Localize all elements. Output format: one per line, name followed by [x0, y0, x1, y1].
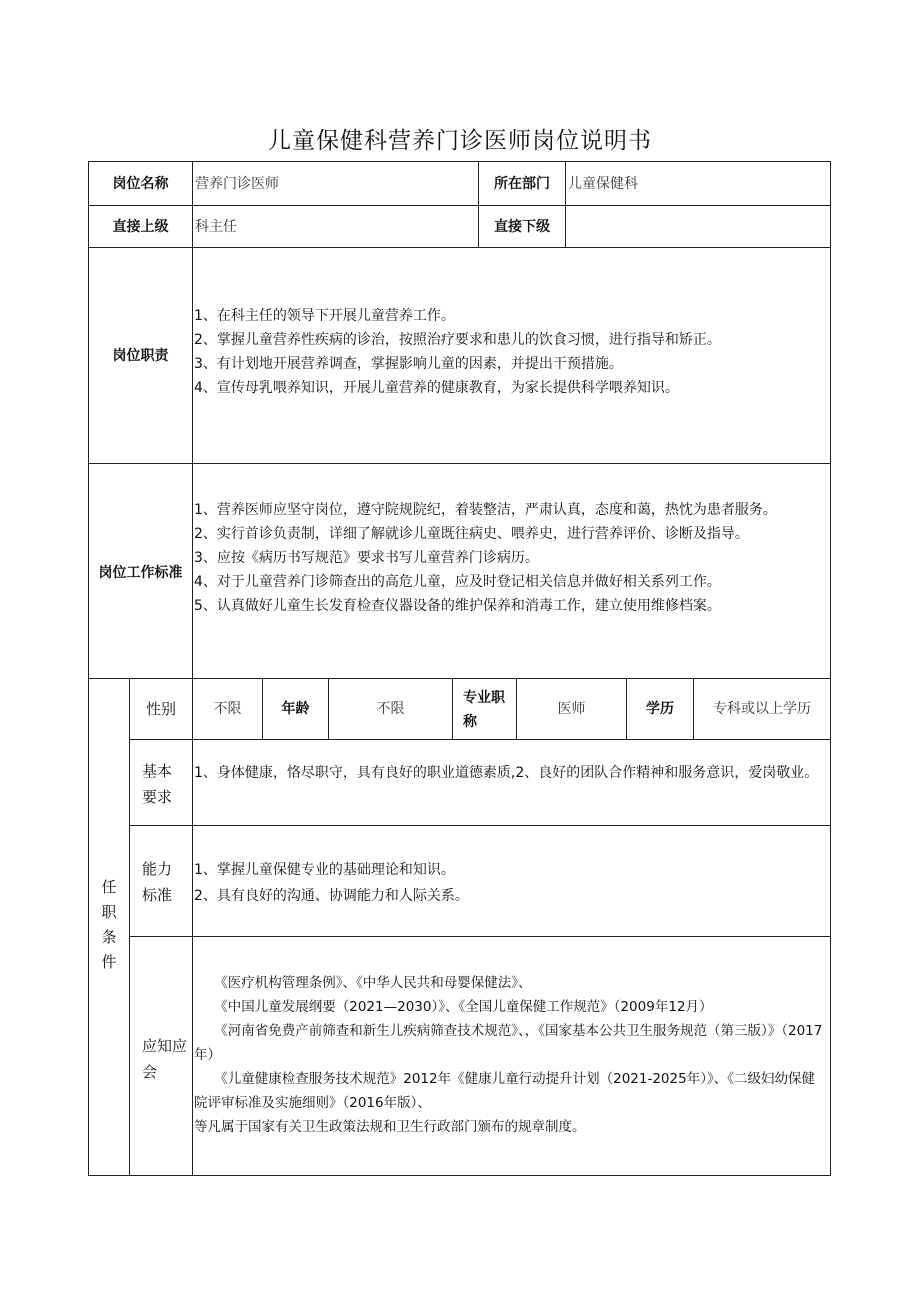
list-item: 4、宣传母乳喂养知识，开展儿童营养的健康教育，为家长提供科学喂养知识。	[194, 380, 679, 396]
position-name-value: 营养门诊医师	[195, 176, 279, 192]
education-value: 专科或以上学历	[713, 701, 811, 717]
list-item: 《儿童健康检查服务技术规范》2012年《健康儿童行动提升计划（2021-2025年）》、《二级妇幼保健院评审标准及实施细则》（2016年版）、	[194, 1071, 815, 1111]
ability-standards-label: 能力 标准	[142, 860, 173, 904]
basic-requirements-text: 1、身体健康，恪尽职守，具有良好的职业道德素质,2、良好的团队合作精神和服务意识，爱岗敬业。	[194, 765, 819, 781]
duties-label: 岗位职责	[112, 348, 169, 364]
gender-label: 性别	[145, 700, 176, 718]
basic-requirements-label: 基本 要求	[142, 762, 173, 806]
list-item: 1、营养医师应坚守岗位，遵守院规院纪，着装整洁，严肃认真，态度和蔼，热忱为患者服务。	[194, 502, 777, 518]
professional-title-value: 医师	[557, 701, 586, 717]
duties-list	[194, 304, 826, 400]
direct-superior-label: 直接上级	[112, 219, 169, 235]
list-item: 《中国儿童发展纲要（2021—2030）》、《全国儿童保健工作规范》（2009年12月）	[194, 999, 713, 1015]
list-item: 《医疗机构管理条例》、《中华人民共和母婴保健法》、	[194, 975, 532, 991]
list-item: 5、认真做好儿童生长发育检查仪器设备的维护保养和消毒工作，建立使用维修档案。	[194, 598, 721, 614]
list-item: 1、在科主任的领导下开展儿童营养工作。	[194, 308, 455, 324]
list-item: 3、应按《病历书写规范》要求书写儿童营养门诊病历。	[194, 550, 539, 566]
direct-subordinate-label: 直接下级	[494, 219, 550, 235]
professional-title-label: 专业职 称	[463, 690, 505, 730]
department-label: 所在部门	[494, 176, 550, 192]
age-label: 年龄	[281, 701, 310, 717]
education-label: 学历	[646, 701, 674, 717]
standards-label: 岗位工作标准	[98, 565, 183, 581]
direct-superior-value: 科主任	[195, 219, 237, 235]
list-item: 等凡属于国家有关卫生政策法规和卫生行政部门颁布的规章制度。	[194, 1119, 586, 1135]
ability-standards-list	[194, 857, 824, 909]
page-title: 儿童保健科营养门诊医师岗位说明书	[268, 128, 652, 154]
list-item: 《河南省免费产前筛查和新生儿疾病筛查技术规范》、，《国家基本公共卫生服务规范（第三版）》（2017年）	[194, 1023, 823, 1063]
list-item: 2、掌握儿童营养性疾病的诊治，按照治疗要求和患儿的饮食习惯，进行指导和矫正。	[194, 332, 721, 348]
standards-list	[194, 498, 814, 618]
list-item: 3、有计划地开展营养调查，掌握影响儿童的因素，并提出干预措施。	[194, 356, 623, 372]
qualifications-label	[89, 875, 129, 975]
age-value: 不限	[376, 701, 405, 717]
required-knowledge-label: 应知应 会	[142, 1037, 188, 1081]
list-item: 2、实行首诊负责制，详细了解就诊儿童既往病史、喂养史，进行营养评价、诊断及指导。	[194, 526, 749, 542]
position-name-label: 岗位名称	[112, 176, 169, 192]
list-item: 1、掌握儿童保健专业的基础理论和知识。	[194, 862, 455, 878]
qualifications-label-char: 条	[101, 928, 117, 946]
gender-value: 不限	[213, 701, 242, 717]
qualifications-label-char: 件	[101, 953, 117, 971]
qualifications-label-char: 任	[101, 878, 117, 896]
list-item: 2、具有良好的沟通、协调能力和人际关系。	[194, 888, 469, 904]
department-value: 儿童保健科	[568, 176, 638, 192]
qualifications-label-char: 职	[101, 903, 117, 921]
required-knowledge-list	[194, 971, 824, 1139]
list-item: 4、对于儿童营养门诊筛查出的高危儿童，应及时登记相关信息并做好相关系列工作。	[194, 574, 721, 590]
